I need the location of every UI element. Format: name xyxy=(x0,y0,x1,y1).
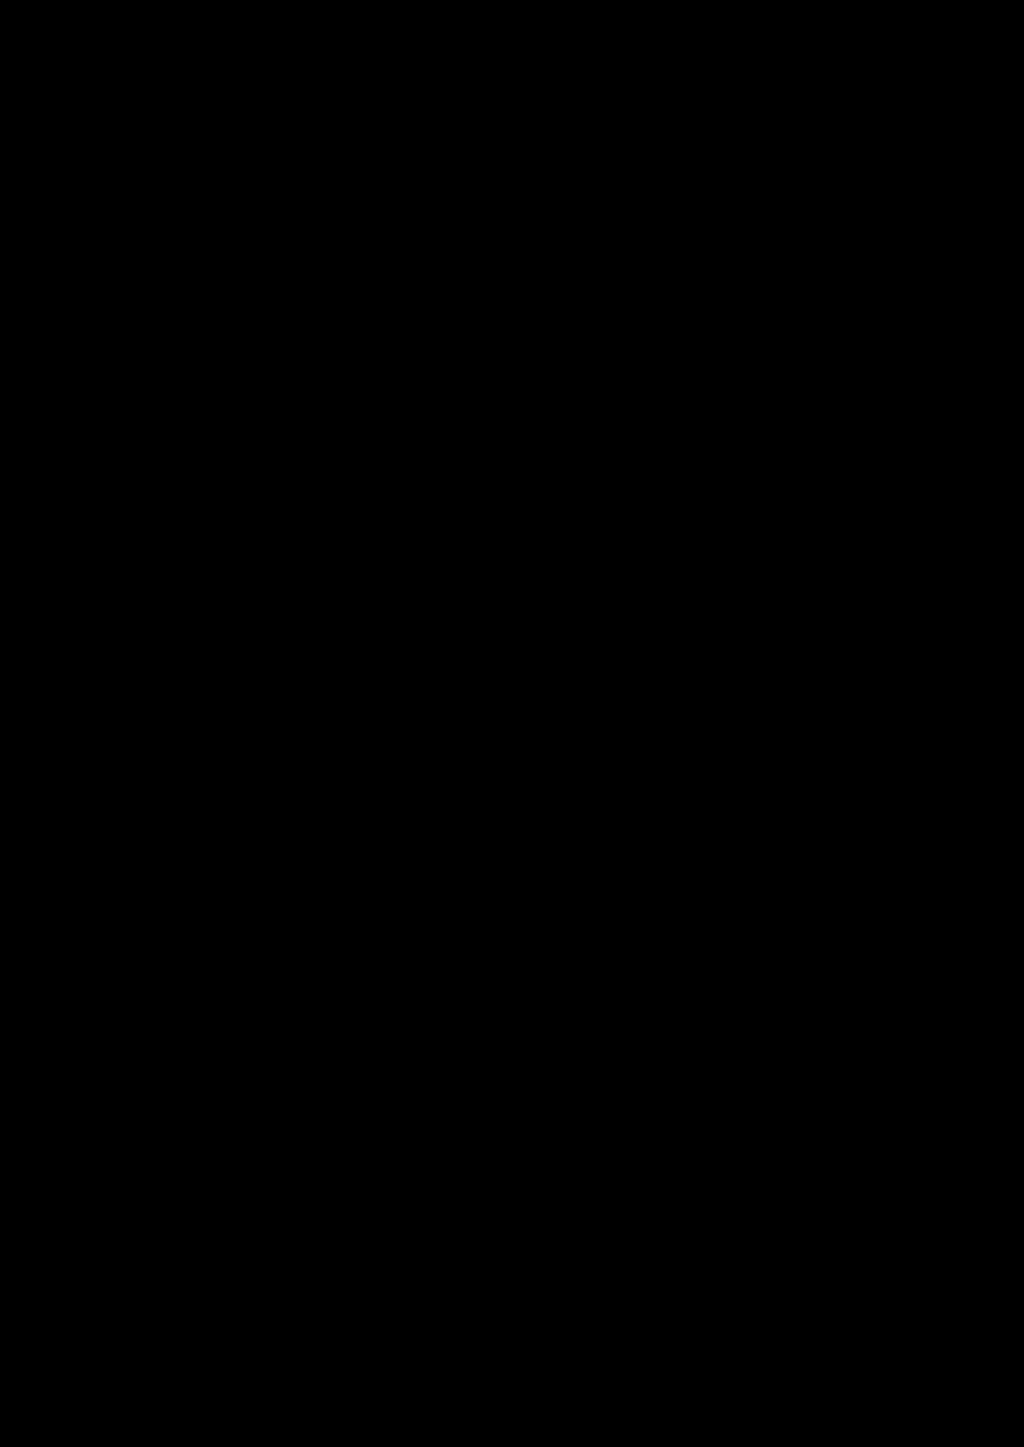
row-number: 1 xyxy=(159,447,168,464)
header-coverages: ΚΑΛΥΨΕΙΣ xyxy=(210,422,287,439)
header-company-b: Β΄ ΑΣΦΑΛΙΣΤΙΚΗ ΕΤΑΙΡΕΙΑ xyxy=(579,422,773,439)
paragraph: Στην συνέχεια παρουσιάζεται ο πίνακας με την συγκριτική ανάλυση δυο ασφαλιστικών προγραμμάτων πυρός υπερκάλυψης από τις ίδιες ασφαλιστικές εταιρείες (Ά και ΄Β) και για το ίδιο αντικείμενο προς ασφάλιση. xyxy=(190,977,852,1037)
bullet-icon xyxy=(169,725,175,731)
row-coverage-name: Κεραυνός xyxy=(174,472,240,489)
annual-cost-label: ΕΤΗΣΙΟ ΚΟΣΤΟΣ xyxy=(218,525,279,560)
list-item: Πυρκαγιά και xyxy=(166,717,866,739)
paragraph: Στον παραπάνω πίνακα βλέπουμε πάλι από τις δυο ασφαλιστικές εταιρείες ένα πρόγραμμα απλής κάλυψης πυρός για έναν επαγγελματικό χώρο (βιοτεχνία) με τα δίδοντα στοιχεία. xyxy=(166,633,851,672)
annual-cost-b: 530 ευρώ xyxy=(710,546,775,563)
info-line-theft-measures: ΜΕΤΡΑ ΓΙΑ ΤΗΝ ΚΛΟΠΗ : ΣΥΝΑΓΕΡΜΟΣ ΣΥΝΔΕΔΕΜΕΝΟΣ ΜΕ ΑΣΤΥΝΟΜΙΑ Ή SECURITY xyxy=(136,214,766,231)
page-number: 67 xyxy=(828,1368,846,1388)
row-value-a: 100% xyxy=(423,447,463,464)
row-value-a: 100% xyxy=(423,472,463,489)
row-number: 2 xyxy=(159,472,168,489)
info-line-type: ΕΙΔΟΣ ΠΡΟΣ ΑΣΦΑΛΙΣΗ : ΒΙΟΤΕΧΝΙΑ 300 Τ.Μ. xyxy=(136,128,462,145)
annual-cost-a: 412,80 ευρώ xyxy=(400,546,486,563)
row-value-b: 100% xyxy=(656,472,696,489)
coverage-bullet-list xyxy=(166,717,866,760)
paragraph: Όπως είδαμε προηγουμένως στην απλή κάλυψη πυρός για την κατοικία, έτσι και εδώ, οι καλύψεις είναι δυο : xyxy=(166,676,858,715)
info-line-building-value: ΑΣΦΑΛΙΖΟΜΕΝΗ ΑΞΙΑ ΚΤΙΡΙΟΥ : 200.000 ευρώ xyxy=(136,149,464,167)
list-item: Κεραυνός. xyxy=(166,739,866,761)
info-line-contents-value: ΑΣΦΑΛΙΖΟΜΕΝΗ ΑΞΙΑ ΠΕΡΙΕΧΟΜΕΝΟΥ : 100.000 ευρώ xyxy=(136,171,527,188)
body-text xyxy=(166,631,866,1040)
row-value-b: 100% xyxy=(656,447,696,464)
header-company-a: Ά ΑΣΦΑΛΙΣΤΙΚΗ ΕΤΑΙΡΕΙΑ xyxy=(349,422,537,439)
insurance-info-block xyxy=(136,126,765,234)
row-coverage-name: Πυρκαγιά xyxy=(174,447,238,464)
package-title-box: ΠΑΚΕΤΟ ΑΠΛΗΣ ΑΣΦΑΛΙΣΗΣ xyxy=(136,318,437,343)
bullet-icon xyxy=(169,747,175,753)
paragraph: Εδώ μπορούμε να διαπιστώσουμε ότι πιο συμφέρον πρόγραμμα από αυτά που προσφέρουν οι δυο εταιρείες είναι αυτό της Ά. Το κόστος του προγράμματος της Ά είναι χαμηλότερο από της ΄Β και επιπλέον προσφέρει ακριβώς τις ίδιες καλύψεις, αλλά και στο ποσοστό κάλυψης. xyxy=(190,912,819,973)
paragraph: Η διαφορά τους βρίσκεται στο κόστος, καθώς η μια ασφαλιστική από την άλλη είναι πιο ακριβή. Βέβαια η διαφορά κόστους οφείλεται στο ότι η κάθε μια ασφαλιστική κοστολογεί διαφορετικά τον κάθε κίνδυνο. Έτσι έχουμε για την Ά ασφαλιστική ετήσιο κόστος πακέτου 64,36 ευρω, ενώ για την ΄Β ασφαλιστική ετήσιο κόστος πακέτου 91,50 ευρω. xyxy=(190,826,866,908)
info-line-fire-measures: ΜΕΤΡΑ ΠΥΡΟΠΡΟΣΤΑΣΙΑΣ : ΠΥΡΟΣΒΕΣΤΗΡΕΣ & ΠΥΡΟΣΒΕΣΤΙΚΕΣ ΦΩΛΙΕΣ xyxy=(136,192,674,210)
paragraph: Οι δυο ασφαλιστικές εταιρείες ( Ά και ΄Β) για τις παραπάνω καλύψεις προσφέρουν ασφάλιση σε ποσοστό 100%. Άρα μέχρι αυτό το σημείο της ανάλυσης και σύγκρισης τους έχουμε ακριβώς την ίδια προσφορά και από τις δυο. xyxy=(166,762,856,822)
